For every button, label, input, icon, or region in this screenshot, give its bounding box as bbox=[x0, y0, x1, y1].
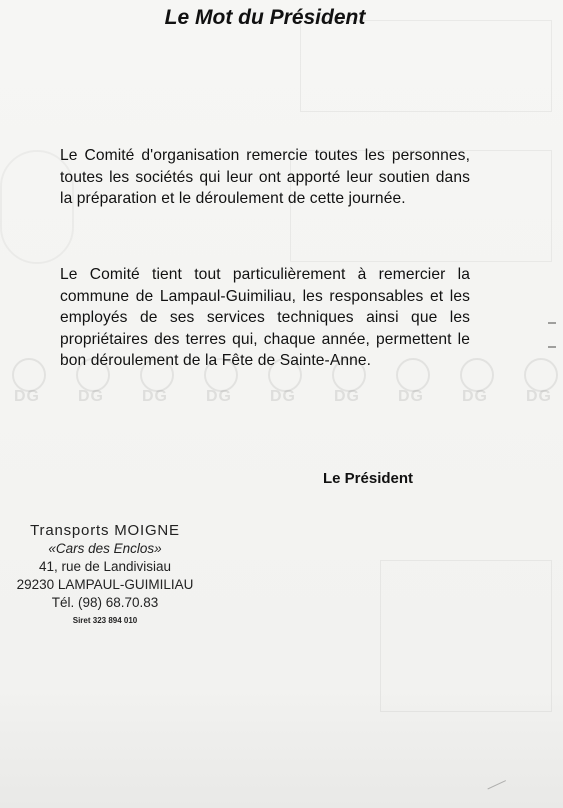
watermark-logo: DG bbox=[136, 358, 179, 406]
watermark-logo: DG bbox=[456, 358, 499, 406]
page-title: Le Mot du Président bbox=[164, 6, 366, 29]
stamp-city: 29230 LAMPAUL-GUIMILIAU bbox=[16, 577, 194, 592]
company-stamp bbox=[0, 522, 210, 630]
stamp-phone: Tél. (98) 68.70.83 bbox=[51, 595, 159, 610]
watermark-logo: DG bbox=[72, 358, 115, 406]
watermark-logo: DG bbox=[200, 358, 243, 406]
edge-mark bbox=[548, 346, 556, 348]
show-through-box bbox=[380, 560, 552, 712]
show-through-box bbox=[300, 20, 552, 112]
edge-mark bbox=[548, 322, 556, 324]
stamp-company-name: Transports MOIGNE bbox=[30, 522, 180, 539]
watermark-logo: DG bbox=[392, 358, 435, 406]
stamp-siret: Siret 323 894 010 bbox=[72, 616, 138, 625]
watermark-logo: DG bbox=[264, 358, 307, 406]
watermark-logo: DG bbox=[8, 358, 51, 406]
thanks-paragraph-1: Le Comité d'organisation remercie toutes les personnes, toutes les sociétés qui leur ont apporté leur soutien dans la préparation et le déroulement de cette journée. bbox=[60, 147, 470, 207]
stamp-subtitle: «Cars des Enclos» bbox=[48, 541, 162, 556]
signature: Le Président bbox=[323, 470, 414, 487]
watermark-logo: DG bbox=[520, 358, 563, 406]
corner-scribble bbox=[487, 780, 508, 795]
thanks-paragraph-2: Le Comité tient tout particulièrement à remercier la commune de Lampaul-Guimiliau, les responsables et les employés de ses services techniques ainsi que les propriétaires des terres qui, chaque année, permettent le bon déroulement de la Fête de Sainte-Anne. bbox=[60, 266, 470, 369]
stamp-address: 41, rue de Landivisiau bbox=[38, 559, 172, 574]
watermark-logo: DG bbox=[328, 358, 371, 406]
